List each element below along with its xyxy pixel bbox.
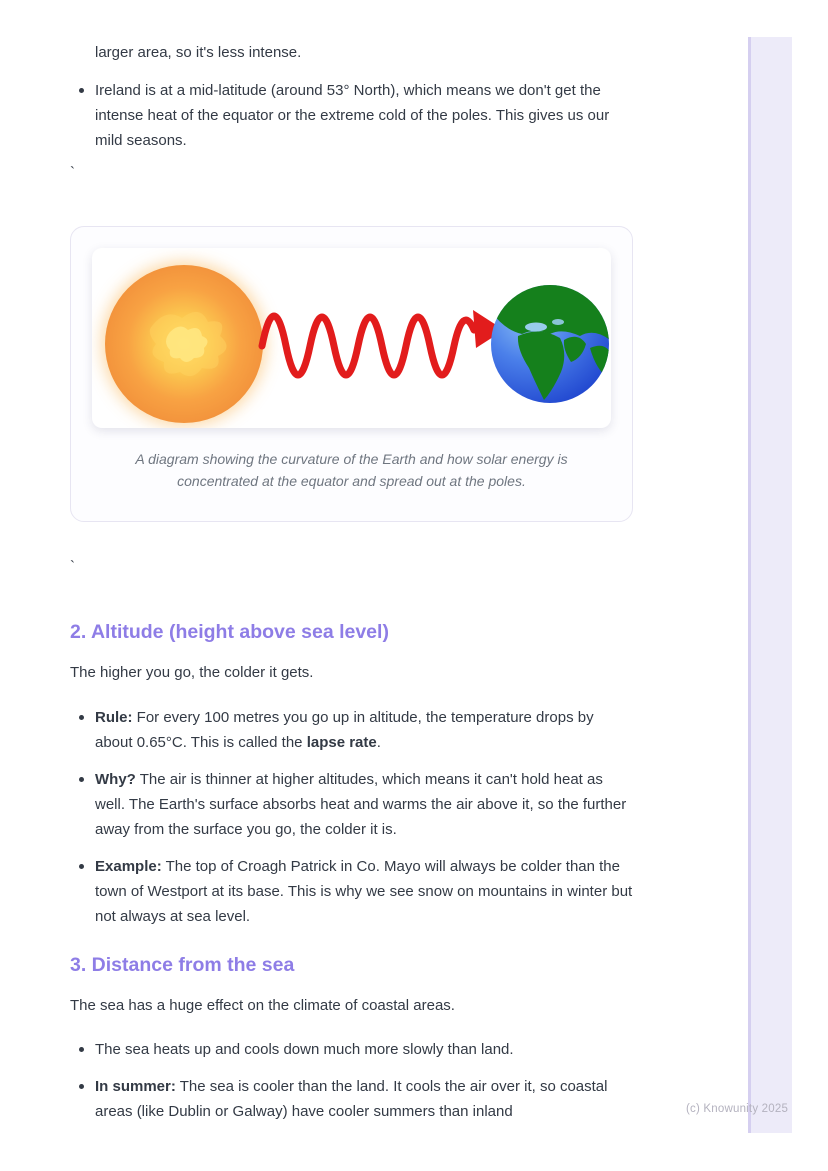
- next-page-edge: [748, 37, 792, 1133]
- figure-caption: [92, 448, 611, 492]
- list-item: [70, 767, 634, 842]
- list-item-text: In summer: The sea is cooler than the land. It cools the air over it, so coastal areas (like Dublin or Galway) have cooler summers than inland: [95, 1078, 608, 1120]
- figure-caption-line: concentrated at the equator and spread out at the poles.: [177, 473, 526, 489]
- bullet-list-latitude: [70, 78, 634, 153]
- list-item: [70, 1037, 634, 1062]
- list-item: [70, 705, 634, 755]
- figure-caption-line: A diagram showing the curvature of the Earth and how solar energy is: [135, 451, 568, 467]
- list-item: [70, 1074, 634, 1124]
- bullet-dot: [79, 777, 84, 782]
- list-item-text: Ireland is at a mid-latitude (around 53° North), which means we don't get the intense heat of the equator or the extreme cold of the poles. This gives us our mild seasons.: [95, 82, 610, 149]
- list-item-text: Example: The top of Croagh Patrick in Co. Mayo will always be colder than the town of Westport at its base. This is why we see snow on mountains in winter but not always at sea level.: [95, 858, 633, 925]
- bullet-dot: [79, 715, 84, 720]
- earth-icon: [490, 281, 610, 403]
- stray-backtick: `: [70, 558, 75, 575]
- solar-energy-diagram: [92, 248, 611, 428]
- watermark: (c) Knowunity 2025: [686, 1103, 789, 1115]
- bullet-dot: [79, 88, 84, 93]
- list-item: [70, 78, 634, 153]
- section-heading-sea: 3. Distance from the sea: [70, 954, 295, 976]
- list-item: [70, 854, 634, 929]
- bullet-list-altitude: [70, 705, 634, 929]
- bullet-dot: [79, 1047, 84, 1052]
- list-item-text: Why? The air is thinner at higher altitudes, which means it can't hold heat as well. The Earth's surface absorbs heat and warms the air above it, so the further away from the surface you go, the colder it is.: [95, 771, 627, 838]
- document-content: [70, 0, 634, 1124]
- bullet-dot: [79, 1084, 84, 1089]
- figure-card: [70, 226, 633, 522]
- section-intro-sea: The sea has a huge effect on the climate of coastal areas.: [70, 997, 455, 1014]
- bullet-list-sea: [70, 1037, 634, 1124]
- bullet-dot: [79, 864, 84, 869]
- paragraph-continued: larger area, so it's less intense.: [95, 44, 302, 61]
- section-intro-altitude: The higher you go, the colder it gets.: [70, 664, 314, 681]
- sun-icon: [102, 262, 266, 426]
- section-heading-altitude: 2. Altitude (height above sea level): [70, 621, 389, 643]
- solar-wave-arrow-icon: [262, 310, 504, 375]
- list-item-text: Rule: For every 100 metres you go up in altitude, the temperature drops by about 0.65°C. This is called the lapse rate.: [95, 709, 594, 751]
- stray-backtick: `: [70, 164, 75, 181]
- sun-earth-illustration: [92, 248, 611, 428]
- list-item-text: The sea heats up and cools down much more slowly than land.: [95, 1041, 514, 1058]
